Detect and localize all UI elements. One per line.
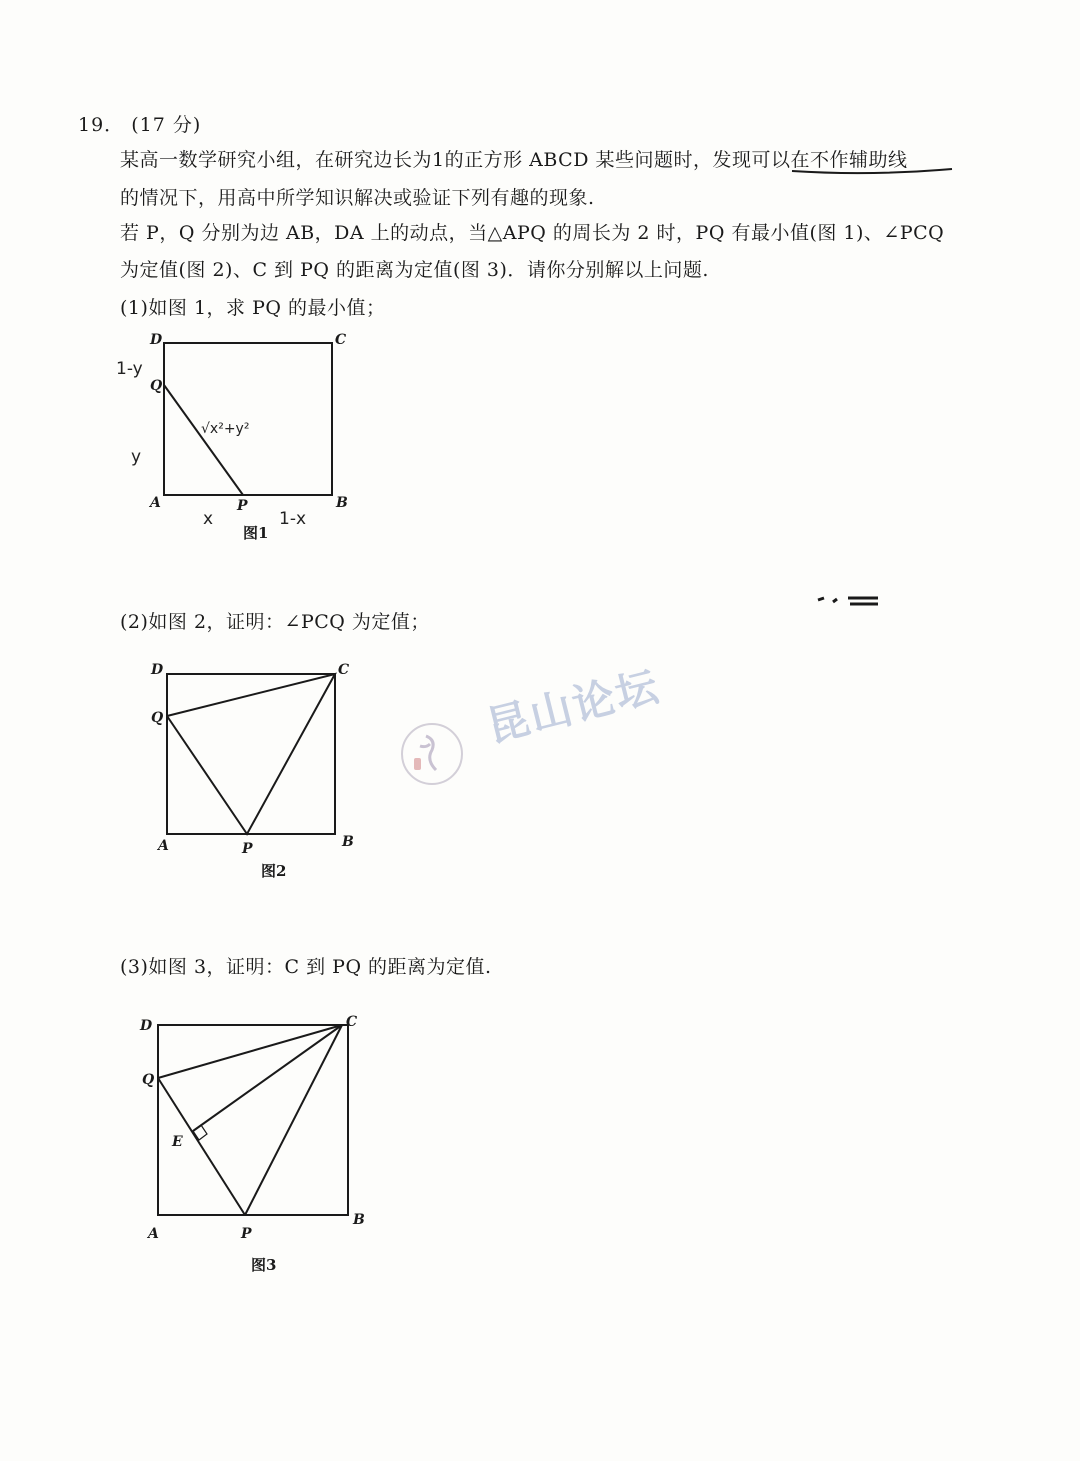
- fig3-caption: 图3: [251, 1256, 277, 1274]
- problem-text-line-1: 某高一数学研究小组，在研究边长为1的正方形 ABCD 某些问题时，发现可以在不作辅助线: [120, 149, 908, 171]
- fig3-label-a: A: [148, 1226, 159, 1242]
- watermark-text: 昆山论坛: [481, 661, 665, 752]
- fig3-square: [158, 1025, 348, 1215]
- fig3-label-e: E: [172, 1134, 183, 1150]
- problem-text-line-2: 的情况下，用高中所学知识解决或验证下列有趣的现象.: [120, 187, 595, 209]
- fig3-label-p: P: [241, 1226, 252, 1242]
- part-1-text: (1)如图 1，求 PQ 的最小值；: [120, 297, 386, 319]
- problem-score: (17 分): [131, 114, 202, 136]
- problem-number: 19． (17 分): [78, 114, 202, 136]
- fig3-label-q: Q: [142, 1072, 155, 1088]
- fig2-caption: 图2: [261, 862, 287, 880]
- fig1-note-x: x: [203, 509, 214, 529]
- problem-text-line-4: 为定值(图 2)、C 到 PQ 的距离为定值(图 3)．请你分别解以上问题.: [120, 259, 709, 281]
- fig3-label-c: C: [346, 1014, 358, 1030]
- fig1-label-d: D: [150, 332, 163, 348]
- fig2-label-p: P: [242, 841, 253, 857]
- fig1-label-a: A: [150, 495, 161, 511]
- fig1-label-b: B: [336, 495, 348, 511]
- fig2-label-d: D: [151, 662, 164, 678]
- fig2-label-c: C: [338, 662, 350, 678]
- fig1-note-hypotenuse: √x²+y²: [201, 421, 250, 437]
- fig3-label-b: B: [353, 1212, 365, 1228]
- fig2-label-b: B: [342, 834, 354, 850]
- fig1-caption: 图1: [243, 524, 269, 542]
- fig2-label-q: Q: [151, 710, 164, 726]
- fig1-label-p: P: [237, 498, 248, 514]
- fig3-segment-ce: [193, 1025, 342, 1131]
- part-3-text: (3)如图 3，证明：C 到 PQ 的距离为定值.: [120, 956, 492, 978]
- fig1-note-one-minus-y: 1-y: [116, 359, 143, 379]
- fig3-segment-cq: [158, 1025, 342, 1078]
- fig3-segment-cp: [245, 1025, 342, 1215]
- fig1-note-one-minus-x: 1-x: [279, 509, 307, 529]
- fig1-label-q: Q: [150, 378, 163, 394]
- fig2-label-a: A: [158, 838, 169, 854]
- fig1-note-y: y: [131, 447, 142, 467]
- fig3-label-d: D: [140, 1018, 153, 1034]
- part-2-text: (2)如图 2，证明：∠PCQ 为定值；: [120, 611, 430, 633]
- fig1-label-c: C: [335, 332, 347, 348]
- problem-text-line-3: 若 P，Q 分别为边 AB，DA 上的动点，当△APQ 的周长为 2 时，PQ 有最小值(图 1)、∠PCQ: [120, 222, 945, 244]
